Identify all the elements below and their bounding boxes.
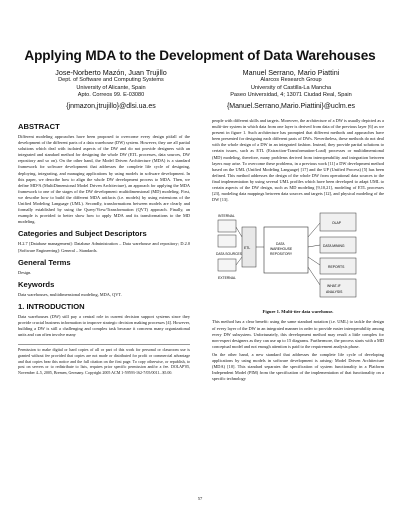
keywords-text: Data warehouses, multidimensional modeling, MDA, QVT. bbox=[18, 291, 122, 297]
copyright-footnote: Permission to make digital or hard copies of all or part of this work for personal or classroom use is granted without fee provided that copies are not made or distributed for profit or commercial advantage and that copies bear this notice and the full citation on the first page. To copy otherwise, or republish, to post on servers or to redistribute to lists, requires prior specific permission and/or a fee. DOLAP'05, November 4–5, 2005, Bremen, Germany. Copyright 2005 ACM 1-59593-162-7/05/0011...$5.00. bbox=[18, 344, 190, 376]
figure-label-data-sources: DATA SOURCES bbox=[216, 252, 243, 257]
left-column bbox=[18, 118, 190, 378]
db-cylinder-external bbox=[218, 259, 236, 271]
figure-label-repo-2: WAREHOUSE bbox=[270, 247, 293, 252]
arrow-dw-reports bbox=[308, 257, 320, 265]
general-terms-text: Design. bbox=[18, 269, 32, 275]
author-affiliation: Alarcos Research Group bbox=[260, 77, 322, 83]
author-address: Paseo Universidad, 4; 13071 Ciudad Real, Spain bbox=[230, 92, 352, 99]
figure-label-data-mining: DATA MINING bbox=[323, 244, 345, 249]
author-names: Manuel Serrano, Mario Piattini bbox=[242, 68, 340, 77]
figure-label-repo-1: DATA bbox=[276, 242, 285, 247]
author-names: Jose-Norberto Mazón, Juan Trujillo bbox=[55, 68, 167, 77]
figure-multitier-dw bbox=[212, 207, 384, 307]
figure-label-etl: ETL bbox=[244, 246, 251, 251]
figure-label-what-if: WHAT-IF bbox=[327, 284, 341, 289]
figure-caption: Figure 1. Multi-tier data warehouse. bbox=[262, 309, 334, 315]
db-cylinder-internal-2 bbox=[218, 235, 236, 247]
categories-text: H.2.7 [Database management]: Database Administration – Data warehouse and repository; D.2.0 [Software Engineering]: General – Standards. bbox=[18, 241, 190, 253]
body-paragraph: This method has a clear benefit: using the same standard notation (i.e. UML) to tackle the design of every layer of the DW in an integrated manner in order to provide easier interoperability among every DW subsystem. Unfortunately, this development method may result a little complex for non-expert designers as they can use up to 15 diagrams. Furthermore, the process starts with a MD conceptual model and not enough attention is paid to the requirement analysis phase. bbox=[212, 319, 384, 349]
author-group-alicante bbox=[16, 68, 206, 111]
introduction-text: Data warehouses (DW) still pay a central role in current decision support systems since they provide crucial business information to improve strategic decision making processes [4]. However, building a DW is still a challenging and complex task because it concerns many organizational units and can often involve many bbox=[18, 313, 190, 338]
arrow-dw-olap bbox=[308, 223, 320, 237]
author-affiliation: University of Castilla-La Mancha bbox=[250, 84, 332, 91]
keywords-heading: Keywords bbox=[18, 279, 55, 289]
author-address: Apto. Correos 99. E-03080 bbox=[77, 92, 145, 99]
body-paragraph: On the other hand, a new standard that addresses the complete life cycle of developing applications by using models in software development is arising: Model Driven Architecture (MDA) [10]. This standard separates the specification of system functionality in a Platform Independent Model (PIM) from the specification of the implementation of that functionality on a specific technology bbox=[212, 351, 384, 382]
author-email: {Manuel.Serrano,Mario.Piattini}@uclm.es bbox=[226, 102, 356, 110]
body-paragraph: people with different skills and targets. Moreover, the architecture of a DW is usually depicted as a multi-tier system in which data from one layer is derived from data of the previous layer [6] as we present in figure 1. Such architecture has prompted that different methods and approaches have been presented for designing each different parts of DWs. Nevertheless, these methods do not deal with the whole design of a DW in an integrated fashion. Instead, they provide partial solutions to certain issues, such as ETL (Extraction-Transformation-Load) processes or multidimensional (MD) modeling, therefore, many problems derived from interoperability and integration between layers may arise. To overcome these problems, in a previous work [11] a DW development method based on the UML (Unified Modeling Language) [17] and the UP (Unified Process) [5] has been defined. This method addresses the design of the whole DW from operational data sources to the final implementation by using several UML profiles which have been developed to adapt UML to certain aspects of the DW design, such as MD modeling [9,10,21], modeling of ETL processes [23], modeling data mappings between data sources and targets [12], and physical modeling of the DW [13]. bbox=[212, 118, 384, 203]
arrow-sources-etl bbox=[236, 227, 242, 237]
author-block bbox=[0, 68, 400, 114]
author-group-castilla bbox=[196, 68, 386, 111]
what-if-box bbox=[320, 279, 356, 297]
abstract-heading: ABSTRACT bbox=[18, 122, 60, 131]
figure-label-internal: INTERNAL bbox=[218, 214, 235, 219]
db-cylinder-internal bbox=[218, 220, 236, 232]
author-email: {jnmazon,jtrujillo}@dlsi.ua.es bbox=[66, 102, 156, 110]
author-affiliation: University of Alicante, Spain bbox=[76, 84, 146, 91]
categories-heading: Categories and Subject Descriptors bbox=[18, 229, 147, 239]
figure-label-external: EXTERNAL bbox=[218, 276, 236, 281]
figure-diagram bbox=[212, 207, 384, 307]
general-terms-heading: General Terms bbox=[18, 257, 71, 267]
arrow-dw-mining bbox=[308, 245, 320, 247]
arrow-external-etl bbox=[236, 257, 242, 265]
author-affiliation: Dept. of Software and Computing Systems bbox=[58, 77, 164, 83]
figure-label-analysis: ANALYSIS bbox=[326, 290, 343, 295]
right-column bbox=[212, 118, 384, 384]
page-number: 57 bbox=[197, 496, 203, 501]
figure-label-olap: OLAP bbox=[332, 221, 342, 226]
introduction-heading: 1. INTRODUCTION bbox=[18, 301, 85, 311]
arrow-dw-whatif bbox=[308, 267, 320, 285]
figure-label-reports: REPORTS bbox=[328, 265, 345, 270]
abstract-text: Different modeling approaches have been proposed to overcome every design pitfall of the development of the different parts of a data warehouse (DW) system. However, they are all partial solutions which deal with isolated aspects of the DW and do not provide designers with an integrated and standard method for designing the whole DW (ETL processes, data sources, DW repository and so on). On the other hand, the Model Driven Architecture (MDA) is a standard framework for software development that addresses the complete life cycle of designing, deploying, integrating, and managing applications by using models in software development. In this paper, we describe how to align the whole DW development process to MDA. Then, we define MD²A (MultiDimensional Model Driven Architecture), an approach for applying the MDA framework to one of the stages of the DW development: multidimensional (MD) modeling. First, we describe how to build the different MDA artifacts (i.e. models) by using extensions of the Unified Modeling Language (UML). Secondly, transformations between models are clearly and formally established by using the Query/View/Transformation (QVT) approach. Finally, an example is provided to better show how to apply MDA and its transformations to the MD modeling. bbox=[18, 134, 190, 225]
paper-title: Applying MDA to the Development of Data Warehouses bbox=[24, 48, 376, 63]
figure-label-repo-3: REPOSITORY bbox=[270, 252, 293, 257]
